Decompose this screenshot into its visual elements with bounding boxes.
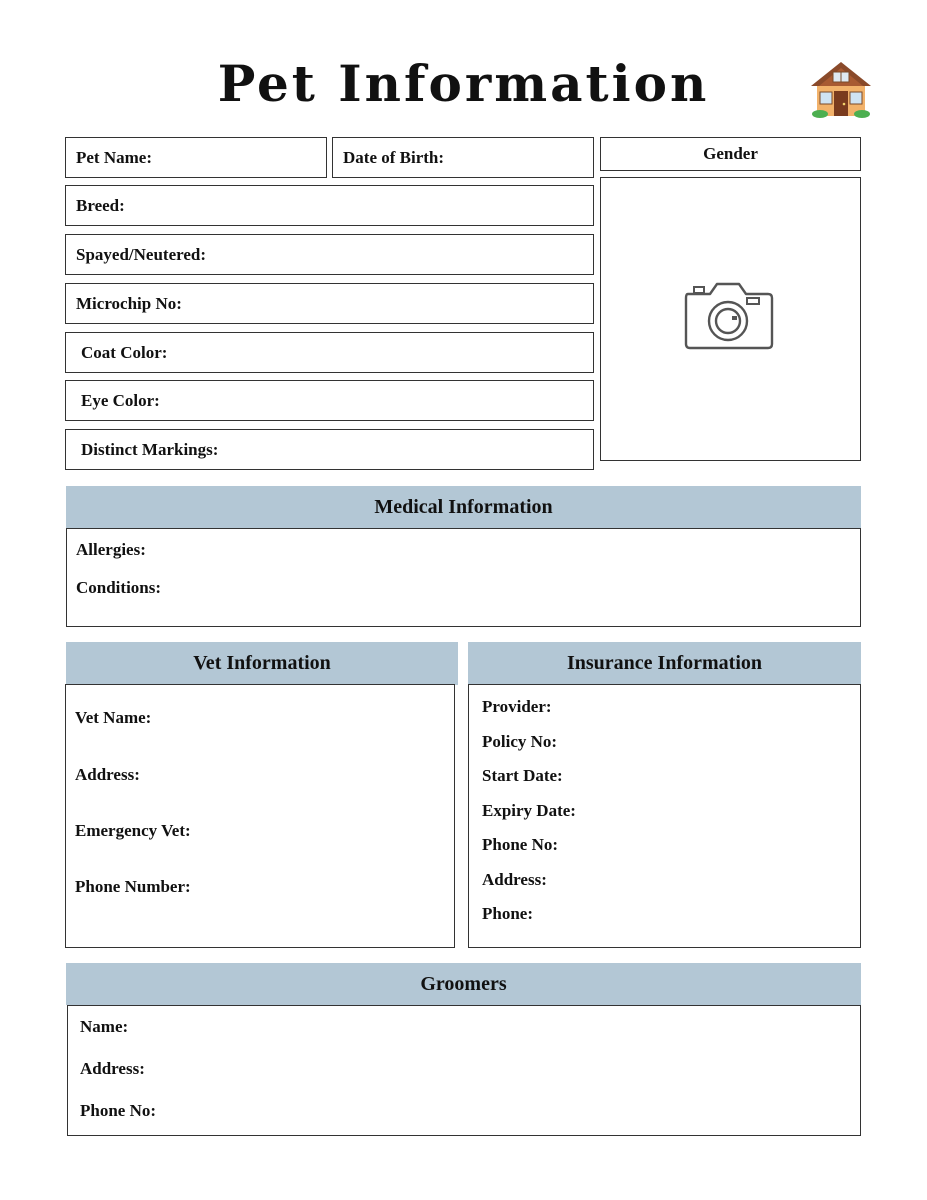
breed-field[interactable] [65, 185, 594, 226]
page-title: Pet Information [217, 54, 710, 113]
vet-phone-number-label: Phone Number: [75, 877, 191, 896]
vet-address-label: Address: [75, 765, 140, 784]
groomers-header: Groomers [66, 963, 861, 1005]
insurance-info-header: Insurance Information [468, 642, 861, 685]
pet-name-label: Pet Name: [76, 147, 152, 167]
microchip-no-label: Microchip No: [76, 293, 182, 313]
provider-label: Provider: [482, 697, 552, 716]
start-date-label: Start Date: [482, 766, 563, 785]
vet-name-label: Vet Name: [75, 708, 152, 727]
gender-field[interactable] [600, 137, 861, 171]
coat-color-label: Coat Color: [81, 342, 168, 362]
camera-icon [684, 278, 774, 352]
insurance-phone-no-label: Phone No: [482, 835, 559, 854]
spayed-neutered-label: Spayed/Neutered: [76, 244, 207, 264]
photo-box[interactable] [600, 177, 861, 461]
medical-info-box[interactable] [66, 528, 861, 627]
eye-color-label: Eye Color: [81, 390, 160, 410]
allergies-label: Allergies: [76, 540, 146, 559]
distinct-markings-label: Distinct Markings: [81, 439, 219, 459]
groomer-address-label: Address: [80, 1059, 145, 1078]
insurance-address-label: Address: [482, 870, 547, 889]
eye-color-field[interactable] [65, 380, 594, 421]
date-of-birth-field[interactable] [332, 137, 594, 178]
breed-label: Breed: [76, 195, 125, 215]
groomer-phone-no-label: Phone No: [80, 1101, 157, 1120]
groomer-name-label: Name: [80, 1017, 129, 1036]
policy-no-label: Policy No: [482, 732, 558, 751]
house-icon [811, 60, 871, 118]
insurance-phone-label: Phone: [482, 904, 533, 923]
medical-info-header: Medical Information [66, 486, 861, 528]
conditions-label: Conditions: [76, 578, 162, 597]
groomers-box[interactable] [67, 1005, 861, 1136]
date-of-birth-label: Date of Birth: [343, 147, 445, 167]
gender-label: Gender [703, 144, 758, 163]
emergency-vet-label: Emergency Vet: [75, 821, 191, 840]
pet-name-field[interactable] [65, 137, 327, 178]
expiry-date-label: Expiry Date: [482, 801, 576, 820]
distinct-markings-field[interactable] [65, 429, 594, 470]
spayed-neutered-field[interactable] [65, 234, 594, 275]
microchip-no-field[interactable] [65, 283, 594, 324]
coat-color-field[interactable] [65, 332, 594, 373]
vet-info-header: Vet Information [66, 642, 458, 685]
